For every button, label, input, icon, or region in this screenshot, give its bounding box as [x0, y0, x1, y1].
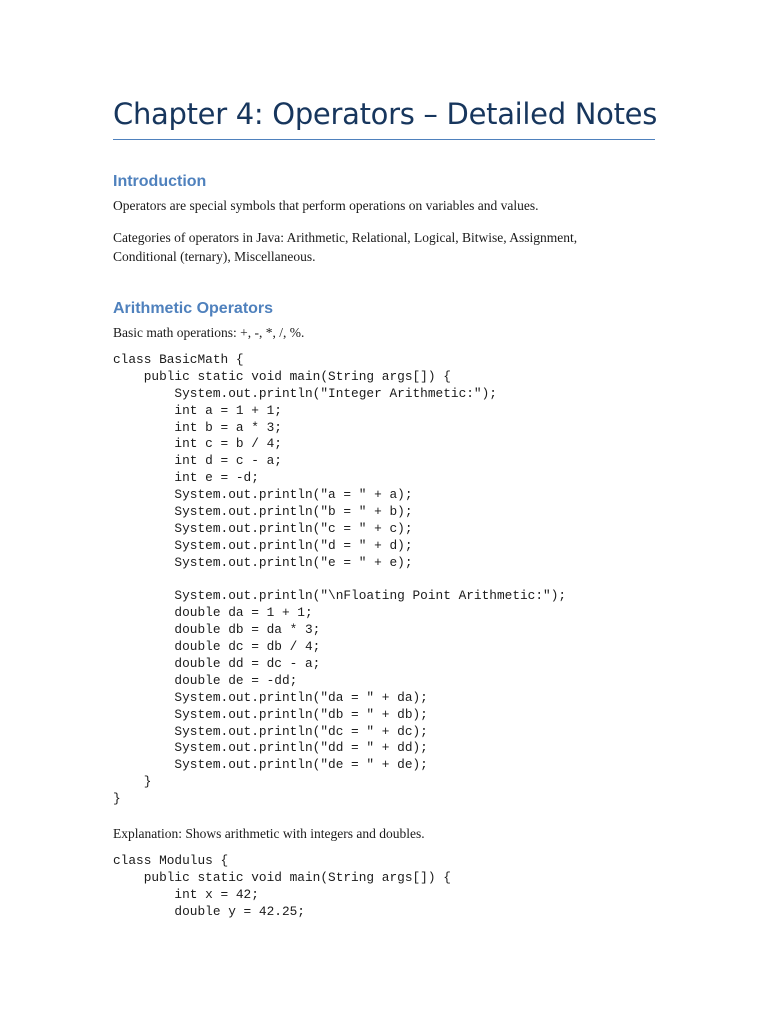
code-line: double de = -dd;	[113, 672, 298, 688]
code-line: double da = 1 + 1;	[113, 605, 313, 621]
code-line: public static void main(String args[]) {	[113, 368, 451, 384]
code-line: int e = -d;	[113, 470, 259, 486]
code-line: System.out.println("dd = " + dd);	[113, 740, 428, 756]
title-underline	[113, 139, 655, 140]
code-line: System.out.println("b = " + b);	[113, 504, 413, 520]
code-line: System.out.println("d = " + d);	[113, 537, 413, 553]
code-line: public static void main(String args[]) {	[113, 869, 451, 885]
code-line: System.out.println("c = " + c);	[113, 520, 413, 536]
code-line: System.out.println("a = " + a);	[113, 487, 413, 503]
code-line: double y = 42.25;	[113, 903, 305, 919]
arithmetic-explanation-paragraph: Explanation: Shows arithmetic with integers and doubles.	[113, 826, 425, 841]
code-line: double db = da * 3;	[113, 622, 321, 638]
code-block-basicmath	[113, 352, 566, 808]
code-line: double dc = db / 4;	[113, 639, 321, 655]
code-line: System.out.println("da = " + da);	[113, 689, 428, 705]
code-line: int d = c - a;	[113, 453, 282, 469]
code-line: int c = b / 4;	[113, 436, 282, 452]
code-line: int x = 42;	[113, 886, 259, 902]
code-line: System.out.println("Integer Arithmetic:");	[113, 385, 497, 401]
code-line: class Modulus {	[113, 853, 229, 868]
code-line: int b = a * 3;	[113, 419, 282, 435]
code-line: System.out.println("e = " + e);	[113, 554, 413, 570]
code-block-modulus	[113, 853, 451, 921]
code-line: }	[113, 791, 121, 807]
code-line: System.out.println("db = " + db);	[113, 706, 428, 722]
code-line: double dd = dc - a;	[113, 656, 321, 672]
intro-paragraph-1: Operators are special symbols that perform operations on variables and values.	[113, 198, 539, 213]
code-line: int a = 1 + 1;	[113, 402, 282, 418]
code-line	[113, 572, 566, 589]
arithmetic-intro-paragraph: Basic math operations: +, -, *, /, %.	[113, 325, 305, 340]
intro-paragraph-2: Categories of operators in Java: Arithmetic, Relational, Logical, Bitwise, Assignment, Conditional (ternary), Miscellaneous.	[113, 230, 578, 264]
section-heading-arithmetic: Arithmetic Operators	[113, 300, 274, 317]
code-line: System.out.println("\nFloating Point Arithmetic:");	[113, 588, 567, 604]
section-heading-introduction: Introduction	[113, 173, 207, 190]
page-title: Chapter 4: Operators – Detailed Notes	[113, 97, 658, 131]
code-line: System.out.println("dc = " + dc);	[113, 723, 428, 739]
code-line: }	[113, 774, 152, 790]
code-line: class BasicMath {	[113, 352, 244, 367]
code-line: System.out.println("de = " + de);	[113, 757, 428, 773]
